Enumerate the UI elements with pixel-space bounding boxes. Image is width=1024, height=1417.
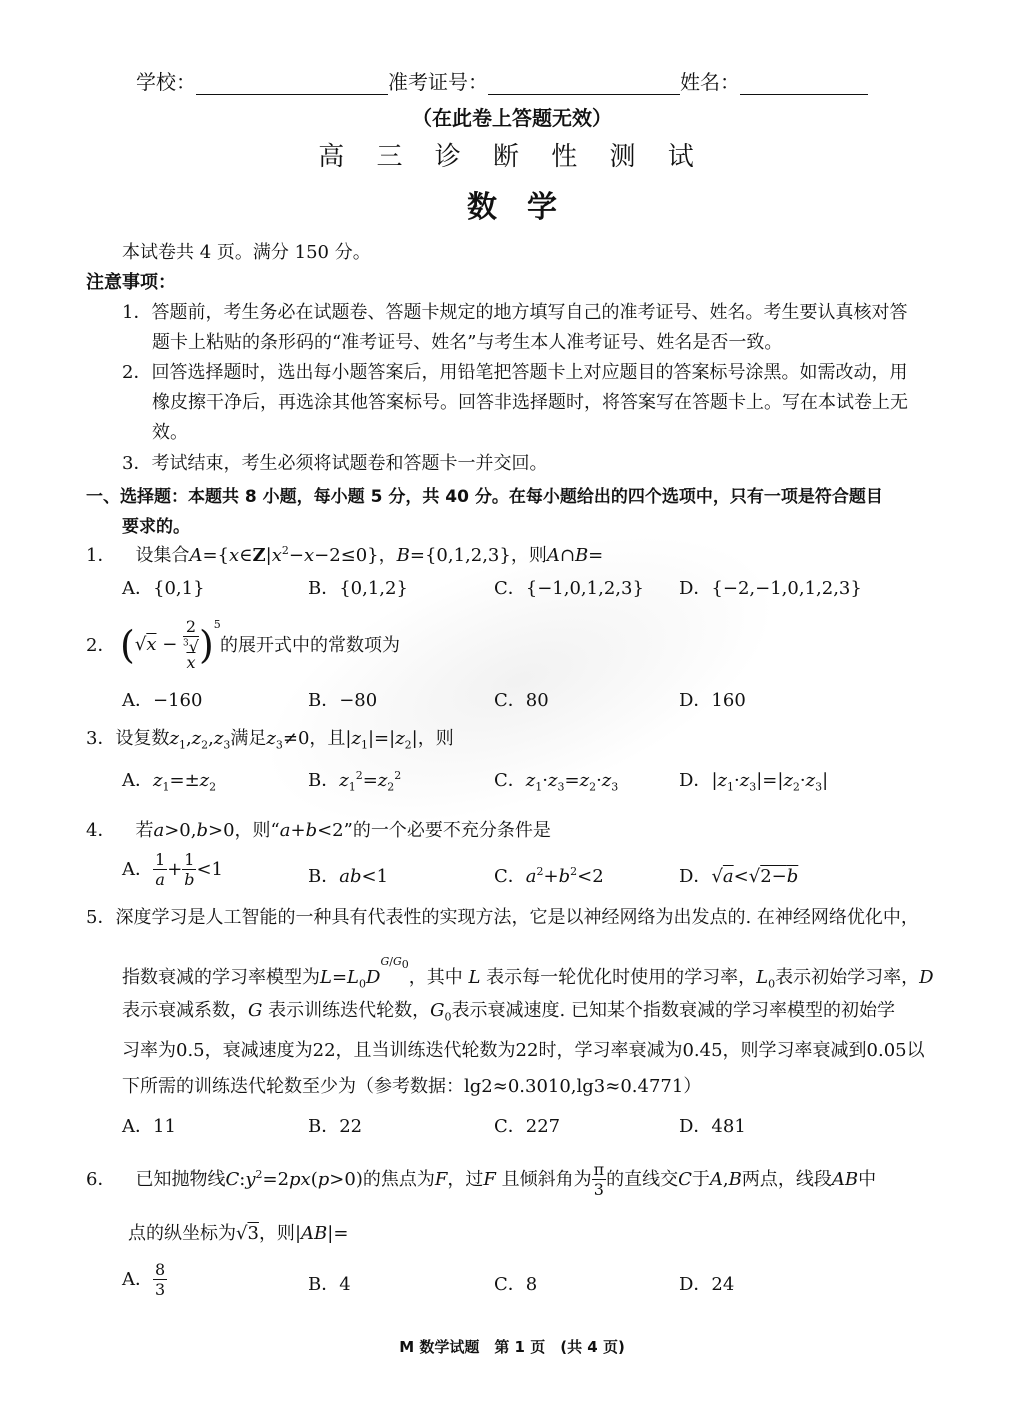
q2-option-d[interactable]: D．160: [679, 690, 746, 711]
exam-no-field[interactable]: [488, 72, 680, 95]
school-label: 学校：: [136, 70, 196, 94]
q1-stem: 1． 设集合$A=\{x\in Z|x^2-x-2\le 0\}$，B={0,1,2,3}，则A∩B=: [86, 544, 604, 566]
q5-line5b: ）: [683, 1076, 702, 1097]
q6-line1g: 两点，线段: [741, 1169, 832, 1190]
q5-line2d: 表示初始学习率，: [775, 967, 920, 988]
q6-number: 6．: [86, 1169, 116, 1190]
q4-option-a-label: A．: [122, 859, 153, 880]
q1-stem-a: 设集合: [135, 545, 190, 566]
notice-3-line1: 3．考试结束，考生必须将试题卷和答题卡一并交回。: [122, 453, 548, 474]
q3-stem-c: ，且: [309, 728, 346, 749]
q5-line4d: 时，学习率衰减为: [538, 1040, 683, 1061]
name-field[interactable]: [740, 72, 868, 95]
q2-option-b[interactable]: B．−80: [308, 690, 378, 711]
q5-line2b: ，其中: [408, 967, 463, 988]
q5-line4b: ，衰减速度为: [204, 1040, 313, 1061]
q3-option-a-label: A．: [122, 770, 153, 791]
q3-stem-a: 设复数: [115, 728, 170, 749]
q4-stem: 4． 若a>0,b>0，则“a+b<2”的一个必要不充分条件是: [86, 820, 551, 841]
q5-line3c: 表示衰减速度. 已知某个指数衰减的学习率模型的初始学: [451, 1000, 895, 1021]
q3-option-b[interactable]: B．$z_1^2=z_2^2$: [308, 769, 402, 794]
q4-option-d[interactable]: D．√a<√2−b: [679, 866, 799, 887]
q6-option-b[interactable]: B．4: [308, 1274, 351, 1295]
q6-line2b: ，则: [258, 1223, 295, 1244]
q5-option-d[interactable]: D．481: [679, 1116, 746, 1137]
test-title: 高 三 诊 断 性 测 试: [318, 142, 706, 172]
notice-1-line1: 1．答题前，考生务必在试题卷、答题卡规定的地方填写自己的准考证号、姓名。考生要认真核对答: [122, 302, 908, 323]
exam-no-label: 准考证号：: [388, 70, 488, 94]
q5-line2a: 指数衰减的学习率模型为: [122, 967, 320, 988]
q1-stem-b: ，则: [510, 545, 547, 566]
q5-line2: 指数衰减的学习率模型为$L=L_0D^{G/G_0}$，其中 L 表示每一轮优化时使用的学习率，$L_0$表示初始学习率，D: [122, 955, 934, 991]
q3-option-c-label: C．: [494, 770, 526, 791]
q6-option-a[interactable]: A． $\frac{8}{3}$: [122, 1260, 166, 1299]
q4-option-b[interactable]: B．ab<1: [308, 866, 389, 887]
q6-line1f: 于: [691, 1169, 710, 1190]
q6-line1e: 的直线交: [606, 1169, 679, 1190]
q4-stem-b: ，则“: [234, 820, 280, 841]
q6-option-c[interactable]: C．8: [494, 1274, 538, 1295]
q5-line4e: ，则学习率衰减到: [722, 1040, 867, 1061]
q3-stem-d: ，则: [417, 728, 454, 749]
q5-line4: 习率为0.5，衰减速度为22，且当训练迭代轮数为22时，学习率衰减为0.45，则学习率衰减到0.05以: [122, 1040, 925, 1061]
q3-option-d-label: D．: [679, 770, 712, 791]
q6-line1h: 中: [858, 1169, 877, 1190]
q1-option-c[interactable]: C．{−1,0,1,2,3}: [494, 578, 644, 599]
q6-option-a-label: A．: [122, 1269, 153, 1290]
notice-2-line3: 效。: [152, 422, 188, 443]
q3-option-b-label: B．: [308, 770, 340, 791]
q5-line4a: 习率为: [122, 1040, 176, 1061]
name-label: 姓名：: [680, 70, 740, 94]
page-footer: M 数学试题 第 1 页 (共 4 页): [399, 1338, 625, 1356]
q4-number: 4．: [86, 820, 116, 841]
q6-line1b: 的焦点为: [362, 1169, 435, 1190]
intro-text: 本试卷共 4 页。满分 150 分。: [122, 242, 371, 263]
q6-line2: 点的纵坐标为√3，则|AB|=: [128, 1223, 349, 1244]
q5-line5: 下所需的训练迭代轮数至少为（参考数据：lg2≈0.3010,lg3≈0.4771）: [122, 1076, 702, 1097]
info-line: [136, 66, 868, 95]
q3-option-d[interactable]: D．$|z_1\cdot z_3|=|z_2\cdot z_3|$: [679, 770, 829, 794]
q5-option-a[interactable]: A．11: [122, 1116, 176, 1137]
q4-option-a[interactable]: A． $\frac{1}{a}$ + $\frac{1}{b}$ <1: [122, 850, 224, 889]
q2-option-a[interactable]: A．−160: [122, 690, 203, 711]
q4-option-c[interactable]: C．$a^2+b^2<2$: [494, 865, 604, 887]
q5-line1: [86, 903, 919, 929]
q4-option-b-label: B．: [308, 866, 340, 887]
q1-number: 1．: [86, 545, 116, 566]
q5-line5a: 下所需的训练迭代轮数至少为（参考数据：: [122, 1076, 464, 1097]
q4-option-d-label: D．: [679, 866, 712, 887]
q5-option-c[interactable]: C．227: [494, 1116, 561, 1137]
notice-title: 注意事项：: [86, 272, 176, 293]
q2-option-c[interactable]: C．80: [494, 690, 549, 711]
q5-line4f: 以: [906, 1040, 925, 1061]
q4-option-c-label: C．: [494, 866, 526, 887]
q3-option-c[interactable]: C．$z_1\cdot z_3=z_2\cdot z_3$: [494, 770, 619, 794]
subject-title: 数 学: [467, 190, 557, 225]
notice-2-line1: 2．回答选择题时，选出每小题答案后，用铅笔把答题卡上对应题目的答案标号涂黑。如需改动，用: [122, 362, 908, 383]
q6-line2a: 点的纵坐标为: [128, 1223, 236, 1244]
q6-line1d: 且倾斜角为: [501, 1169, 592, 1190]
school-field[interactable]: [196, 72, 388, 95]
q6-line1c: ，过: [447, 1169, 484, 1190]
q5-line4c: ，且当训练迭代轮数为: [335, 1040, 516, 1061]
section1-line2: 要求的。: [122, 517, 190, 537]
q3-stem-b: 满足: [230, 728, 267, 749]
section1-line1: 一、选择题：本题共 8 小题，每小题 5 分，共 40 分。在每小题给出的四个选项中，只有一项是符合题目: [86, 487, 883, 507]
q3-number: 3．: [86, 728, 116, 749]
q5-number: 5．: [86, 907, 116, 928]
notice-1-line2: 题卡上粘贴的条形码的“准考证号、姓名”与考生本人准考证号、姓名是否一致。: [152, 332, 783, 353]
q1-option-b[interactable]: B．{0,1,2}: [308, 578, 408, 599]
q2-stem: 的展开式中的常数项为: [220, 635, 400, 656]
q5-option-b[interactable]: B．22: [308, 1116, 363, 1137]
q5-line3: 表示衰减系数，G 表示训练迭代轮数，$G_0$表示衰减速度. 已知某个指数衰减的学习率模型的初始学: [122, 1000, 895, 1024]
q5-line2c: 表示每一轮优化时使用的学习率，: [486, 967, 757, 988]
q2-expression: (√x − 2 $^3$√ x )$^5$: [120, 617, 221, 672]
q4-stem-c: ”的一个必要不充分条件是: [343, 820, 551, 841]
q3-stem: 3．设复数$z_1,z_2,z_3$满足$z_3\ne 0$，且$|z_1|=|z_2|$，则: [86, 728, 454, 752]
q2-number: 2．: [86, 635, 116, 656]
q6-line1a: 已知抛物线: [135, 1169, 226, 1190]
q5-line3b: 表示训练迭代轮数，: [268, 1000, 431, 1021]
q6-option-d[interactable]: D．24: [679, 1274, 735, 1295]
q5-line1-text: 深度学习是人工智能的一种具有代表性的实现方法，它是以神经网络为出发点的. 在神经网络优化中，: [115, 907, 919, 928]
q3-option-a[interactable]: A．$z_1=\pm z_2$: [122, 770, 217, 794]
q1-option-a[interactable]: A．{0,1}: [122, 578, 205, 599]
q4-stem-a: 若: [135, 820, 154, 841]
notice-2-line2: 橡皮擦干净后，再选涂其他答案标号。回答非选择题时，将答案写在答题卡上。写在本试卷上无: [152, 392, 908, 413]
q6-line1: 6． 已知抛物线$C:y^2=2px(p>0)$的焦点为F，过F 且倾斜角为 $\frac{\pi}{3}$ 的直线交C于A,B两点，线段AB中: [86, 1160, 877, 1199]
q5-line3a: 表示衰减系数，: [122, 1000, 248, 1021]
q1-option-d[interactable]: D．{−2,−1,0,1,2,3}: [679, 578, 862, 599]
invalid-note: （在此卷上答题无效）: [412, 106, 612, 130]
